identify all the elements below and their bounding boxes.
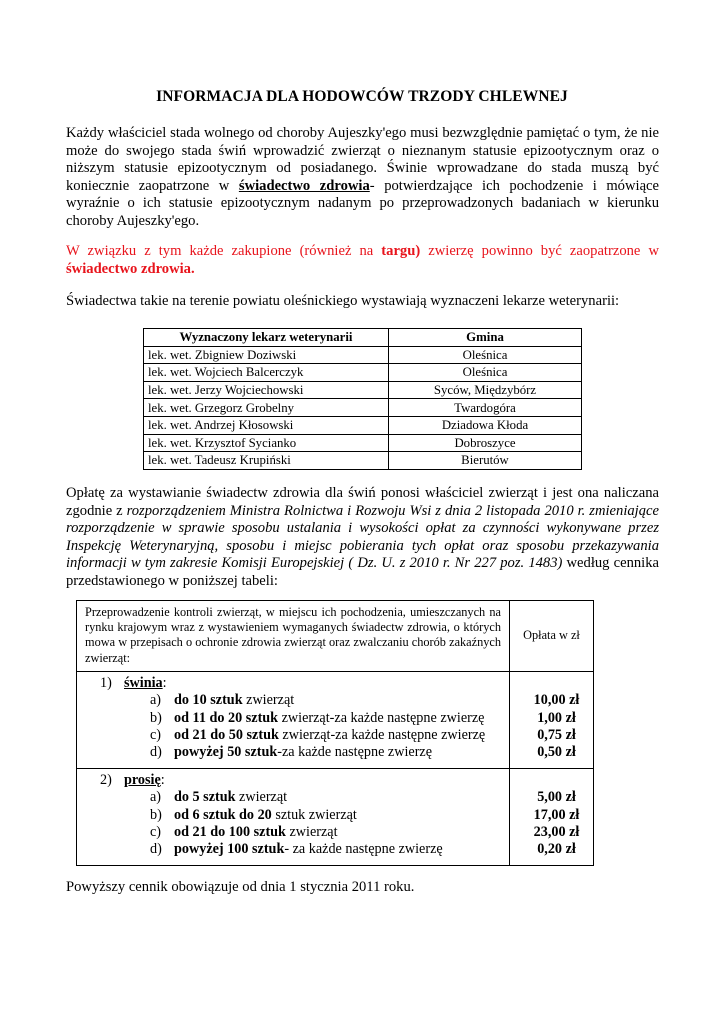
gmina-cell: Twardogóra [389, 399, 582, 417]
item-fee: 17,00 zł [533, 806, 580, 823]
fee-text-end: według cennika przedstawionego w poniższej tabeli: [66, 555, 659, 589]
fees-section-row [77, 671, 594, 768]
list-item [81, 727, 505, 744]
fees-section-items [77, 671, 510, 768]
section-title [81, 675, 505, 692]
item-label: b) [150, 806, 162, 823]
certificates-paragraph: Świadectwa takie na terenie powiatu oleśnickiego wystawiają wyznaczeni lekarze weterynarii: [66, 293, 620, 309]
validity-note: Powyższy cennik obowiązuje od dnia 1 stycznia 2011 roku. [66, 879, 415, 895]
section-number: 1) [100, 674, 112, 691]
column-header-gmina: Gmina [389, 329, 582, 347]
fees-header-row [77, 601, 594, 672]
list-item [81, 841, 505, 858]
item-label: c) [150, 824, 162, 841]
market-emphasis: targu) [381, 243, 421, 259]
list-item [81, 824, 505, 841]
fees-section-items [77, 768, 510, 865]
fee-paragraph [66, 485, 659, 591]
item-quantity: do 5 sztuk [174, 789, 236, 806]
item-description: zwierząt [235, 789, 288, 806]
warning-text-middle: zwierzę powinno być zaopatrzone w [420, 243, 659, 259]
section-name: prosię [124, 771, 161, 788]
section-suffix: : [162, 674, 167, 691]
item-description: - za każde następne zwierzę [284, 841, 443, 858]
section-suffix: : [160, 771, 165, 788]
list-item [81, 692, 505, 709]
list-item [81, 744, 505, 761]
item-quantity: od 21 do 50 sztuk [174, 727, 279, 744]
item-label: c) [150, 727, 162, 744]
veterinarians-table-body [144, 346, 582, 469]
table-row [144, 364, 582, 382]
intro-paragraph [66, 125, 659, 231]
item-fee: 0,50 zł [537, 744, 576, 761]
item-label: d) [150, 744, 162, 761]
warning-text: W związku z tym każde zakupione (również na [66, 243, 382, 259]
table-row [144, 346, 582, 364]
table-row [144, 416, 582, 434]
regulation-citation: rozporządzeniem Ministra Rolnictwa i Rozwoju Wsi z dnia 2 listopada 2010 r. zmieniające rozporządzenie w sprawie sposobu ustalania i wysokości opłat za czynności wykonywane przez Inspekcję Weterynaryjną, sposobu i miejsc pobierania tych opłat oraz sposobu przekazywania informacji w tym zakresie Komisji Europejskiej ( Dz. U. z 2010 r. Nr 227 poz. 1483) [66, 502, 659, 572]
veterinarians-table [143, 328, 582, 470]
gmina-cell: Oleśnica [389, 346, 582, 364]
fees-section-row [77, 768, 594, 865]
item-quantity: od 6 sztuk do 20 [174, 806, 272, 823]
item-quantity: powyżej 50 sztuk [174, 744, 278, 761]
fees-header-fee: Opłata w zł [510, 601, 594, 672]
fees-header-description: Przeprowadzenie kontroli zwierząt, w miejscu ich pochodzenia, umieszczanych na rynku krajowym wraz z wystawieniem wymaganych świadectw zdrowia, o których mowa w przepisach o ochronie zdrowia zwierząt oraz zwalczaniu chorób zakaźnych zwierząt: [77, 601, 510, 672]
item-quantity: do 10 sztuk [174, 692, 243, 709]
column-header-doctor: Wyznaczony lekarz weterynarii [144, 329, 389, 347]
item-quantity: powyżej 100 sztuk [174, 841, 285, 858]
item-quantity: od 21 do 100 sztuk [174, 824, 286, 841]
table-row [144, 399, 582, 417]
doctor-name-cell: lek. wet. Zbigniew Doziwski [144, 346, 389, 364]
item-description: zwierząt [242, 692, 295, 709]
item-fee: 0,20 zł [537, 841, 576, 858]
fees-table-body [77, 601, 594, 866]
warning-paragraph [66, 243, 659, 278]
list-item [81, 789, 505, 806]
section-name: świnia [124, 674, 163, 691]
gmina-cell: Dziadowa Kłoda [389, 416, 582, 434]
doctor-name-cell: lek. wet. Wojciech Balcerczyk [144, 364, 389, 382]
fees-section-prices [510, 768, 594, 865]
item-description: sztuk zwierząt [271, 806, 357, 823]
section-number: 2) [100, 771, 112, 788]
item-description: zwierząt-za każde następne zwierzę [278, 709, 485, 726]
section-title [81, 772, 505, 789]
intro-text: Każdy właściciel stada wolnego od choroby Aujeszky'ego musi bezwzględnie pamiętać o tym, że nie może do swojego stada świń wprowadzić zwierząt o nieznanym statusie epizootycznym oraz o niższym statusie epizootycznym od posiadanego. Świnie wprowadzane do stada muszą być koniecznie zaopatrzone w [66, 125, 659, 194]
item-fee: 1,00 zł [537, 709, 576, 726]
item-quantity: od 11 do 20 sztuk [174, 709, 279, 726]
item-label: a) [150, 789, 162, 806]
item-label: a) [150, 692, 162, 709]
doctor-name-cell: lek. wet. Jerzy Wojciechowski [144, 381, 389, 399]
doctor-name-cell: lek. wet. Krzysztof Sycianko [144, 434, 389, 452]
doctor-name-cell: lek. wet. Andrzej Kłosowski [144, 416, 389, 434]
doctor-name-cell: lek. wet. Tadeusz Krupiński [144, 452, 389, 470]
doctor-name-cell: lek. wet. Grzegorz Grobelny [144, 399, 389, 417]
table-row [144, 434, 582, 452]
table-header-row [144, 329, 582, 347]
fees-section-prices [510, 671, 594, 768]
gmina-cell: Oleśnica [389, 364, 582, 382]
certificate-emphasis: świadectwo zdrowia. [66, 260, 195, 277]
item-description: -za każde następne zwierzę [277, 744, 433, 761]
fee-text: Opłatę za wystawianie świadectw zdrowia dla świń ponosi właściciel zwierząt i jest ona naliczana zgodnie z [66, 485, 659, 519]
gmina-cell: Dobroszyce [389, 434, 582, 452]
item-fee: 0,75 zł [537, 727, 576, 744]
intro-text-end: - potwierdzające ich pochodzenie i mówiące wyraźnie o ich statusie epizootycznym nadanym po przeprowadzonych badaniach w kierunku choroby Aujeszky'ego. [66, 177, 660, 229]
item-description: zwierząt [285, 824, 338, 841]
item-fee: 23,00 zł [533, 824, 580, 841]
gmina-cell: Syców, Międzybórz [389, 381, 582, 399]
gmina-cell: Bierutów [389, 452, 582, 470]
document-title: INFORMACJA DLA HODOWCÓW TRZODY CHLEWNEJ [156, 88, 568, 105]
item-description: zwierząt-za każde następne zwierzę [278, 727, 486, 744]
list-item [81, 807, 505, 824]
item-fee: 5,00 zł [537, 789, 576, 806]
health-certificate-emphasis: świadectwo zdrowia [238, 177, 370, 194]
table-row [144, 452, 582, 470]
fees-table [76, 600, 594, 866]
item-label: b) [150, 709, 162, 726]
table-row [144, 381, 582, 399]
item-label: d) [150, 841, 162, 858]
item-fee: 10,00 zł [533, 692, 580, 709]
list-item [81, 710, 505, 727]
